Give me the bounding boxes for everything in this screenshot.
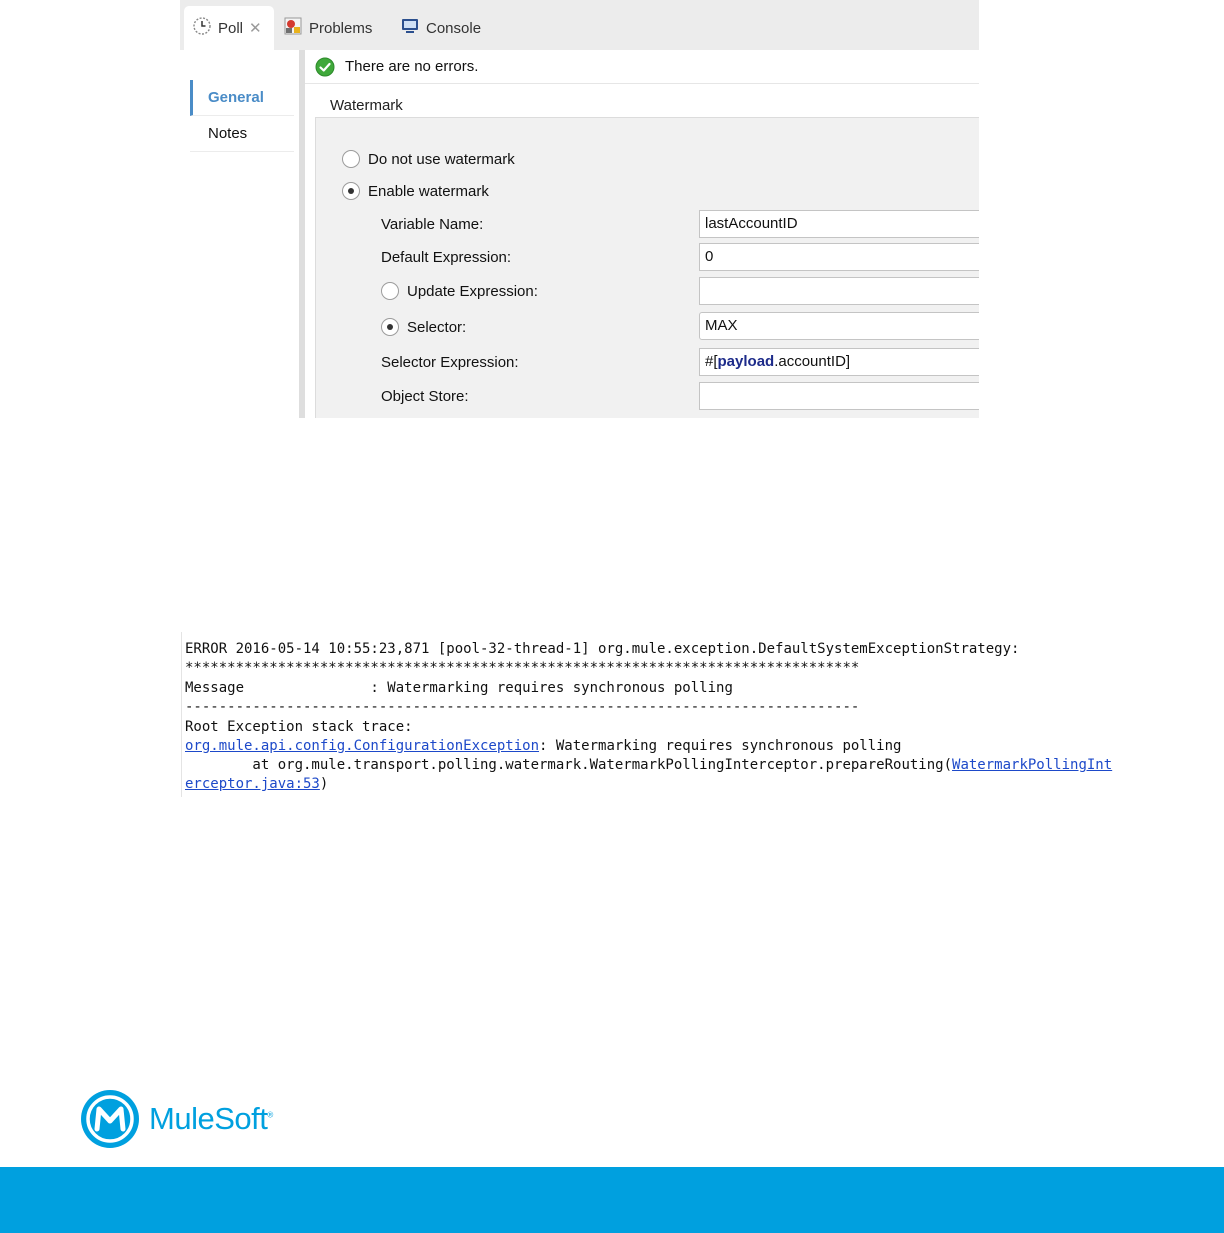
log-stack-line-cont [185, 775, 328, 793]
radio-button[interactable] [342, 182, 360, 200]
tab-console-label: Console [426, 19, 482, 37]
object-store-label: Object Store: [381, 388, 469, 405]
radio-label: Enable watermark [368, 182, 489, 200]
log-root-exception: Root Exception stack trace: [185, 719, 413, 735]
status-text: There are no errors. [345, 58, 479, 75]
radio-update-expression[interactable] [381, 282, 538, 300]
stack-frame-text: at org.mule.transport.polling.watermark.WatermarkPollingInterceptor.prepareRouting( [185, 757, 953, 773]
mulesoft-logo-icon [79, 1088, 141, 1150]
mulesoft-logo [79, 1088, 273, 1150]
default-expression-label: Default Expression: [381, 249, 512, 266]
console-log [181, 632, 1182, 797]
radio-label: Update Expression: [407, 282, 538, 300]
update-expression-input[interactable] [699, 277, 979, 305]
radio-enable-watermark[interactable] [342, 182, 489, 200]
tab-console[interactable] [397, 6, 502, 50]
poll-properties-panel [180, 0, 979, 418]
radio-do-not-use-watermark[interactable] [342, 150, 515, 168]
variable-name-label: Variable Name: [381, 216, 484, 233]
console-icon [400, 16, 420, 40]
selector-expression-label: Selector Expression: [381, 354, 519, 371]
registered-mark: ® [267, 1110, 273, 1120]
nav-item-general[interactable]: General [190, 80, 294, 116]
brand-name-text: MuleSoft [149, 1101, 268, 1136]
expression-suffix: .accountID] [774, 353, 851, 370]
log-message-line: Message : Watermarking requires synchronous polling [185, 680, 733, 696]
tab-poll[interactable] [184, 6, 274, 50]
log-exception-line [185, 737, 901, 755]
radio-label: Selector: [407, 318, 467, 336]
object-store-input[interactable] [699, 382, 979, 410]
watermark-section-label: Watermark [330, 97, 403, 114]
expression-prefix: #[ [705, 353, 718, 370]
brand-name [149, 1101, 273, 1137]
radio-label: Do not use watermark [368, 150, 515, 168]
log-stack-line [185, 756, 1112, 774]
exception-message: : Watermarking requires synchronous polling [539, 738, 902, 754]
close-icon[interactable]: ✕ [249, 20, 262, 37]
radio-selector[interactable] [381, 318, 466, 336]
source-link[interactable]: WatermarkPollingInt [952, 757, 1113, 773]
source-link-cont[interactable]: erceptor.java:53 [185, 776, 320, 792]
expression-keyword: payload [717, 353, 775, 370]
radio-button[interactable] [381, 282, 399, 300]
tab-bar [180, 0, 979, 50]
exception-class-link[interactable]: org.mule.api.config.ConfigurationException [185, 738, 540, 754]
watermark-group [315, 117, 979, 418]
tab-problems-label: Problems [309, 19, 373, 37]
properties-content [305, 50, 979, 418]
selector-expression-input[interactable] [699, 348, 979, 376]
stack-close-paren: ) [319, 776, 329, 792]
footer-bar [0, 1167, 1224, 1233]
problems-icon [283, 16, 303, 40]
log-error-line: ERROR 2016-05-14 10:55:23,871 [pool-32-thread-1] org.mule.exception.DefaultSystemExceptionStrategy: [185, 641, 1020, 657]
tab-problems[interactable] [280, 6, 384, 50]
log-separator-stars: ******************************************************************************** [185, 660, 860, 676]
properties-nav [180, 50, 305, 418]
status-line [305, 50, 979, 84]
tab-poll-label: Poll [218, 19, 244, 37]
radio-button[interactable] [342, 150, 360, 168]
nav-item-notes[interactable]: Notes [190, 116, 294, 152]
clock-icon [192, 16, 212, 40]
check-circle-icon [315, 57, 335, 77]
log-separator-dashes: -------------------------------------------------------------------------------- [185, 699, 860, 715]
default-expression-input[interactable]: 0 [699, 243, 979, 271]
variable-name-input[interactable]: lastAccountID [699, 210, 979, 238]
selector-dropdown[interactable] [699, 312, 979, 340]
selector-value: MAX [705, 317, 738, 334]
radio-button[interactable] [381, 318, 399, 336]
